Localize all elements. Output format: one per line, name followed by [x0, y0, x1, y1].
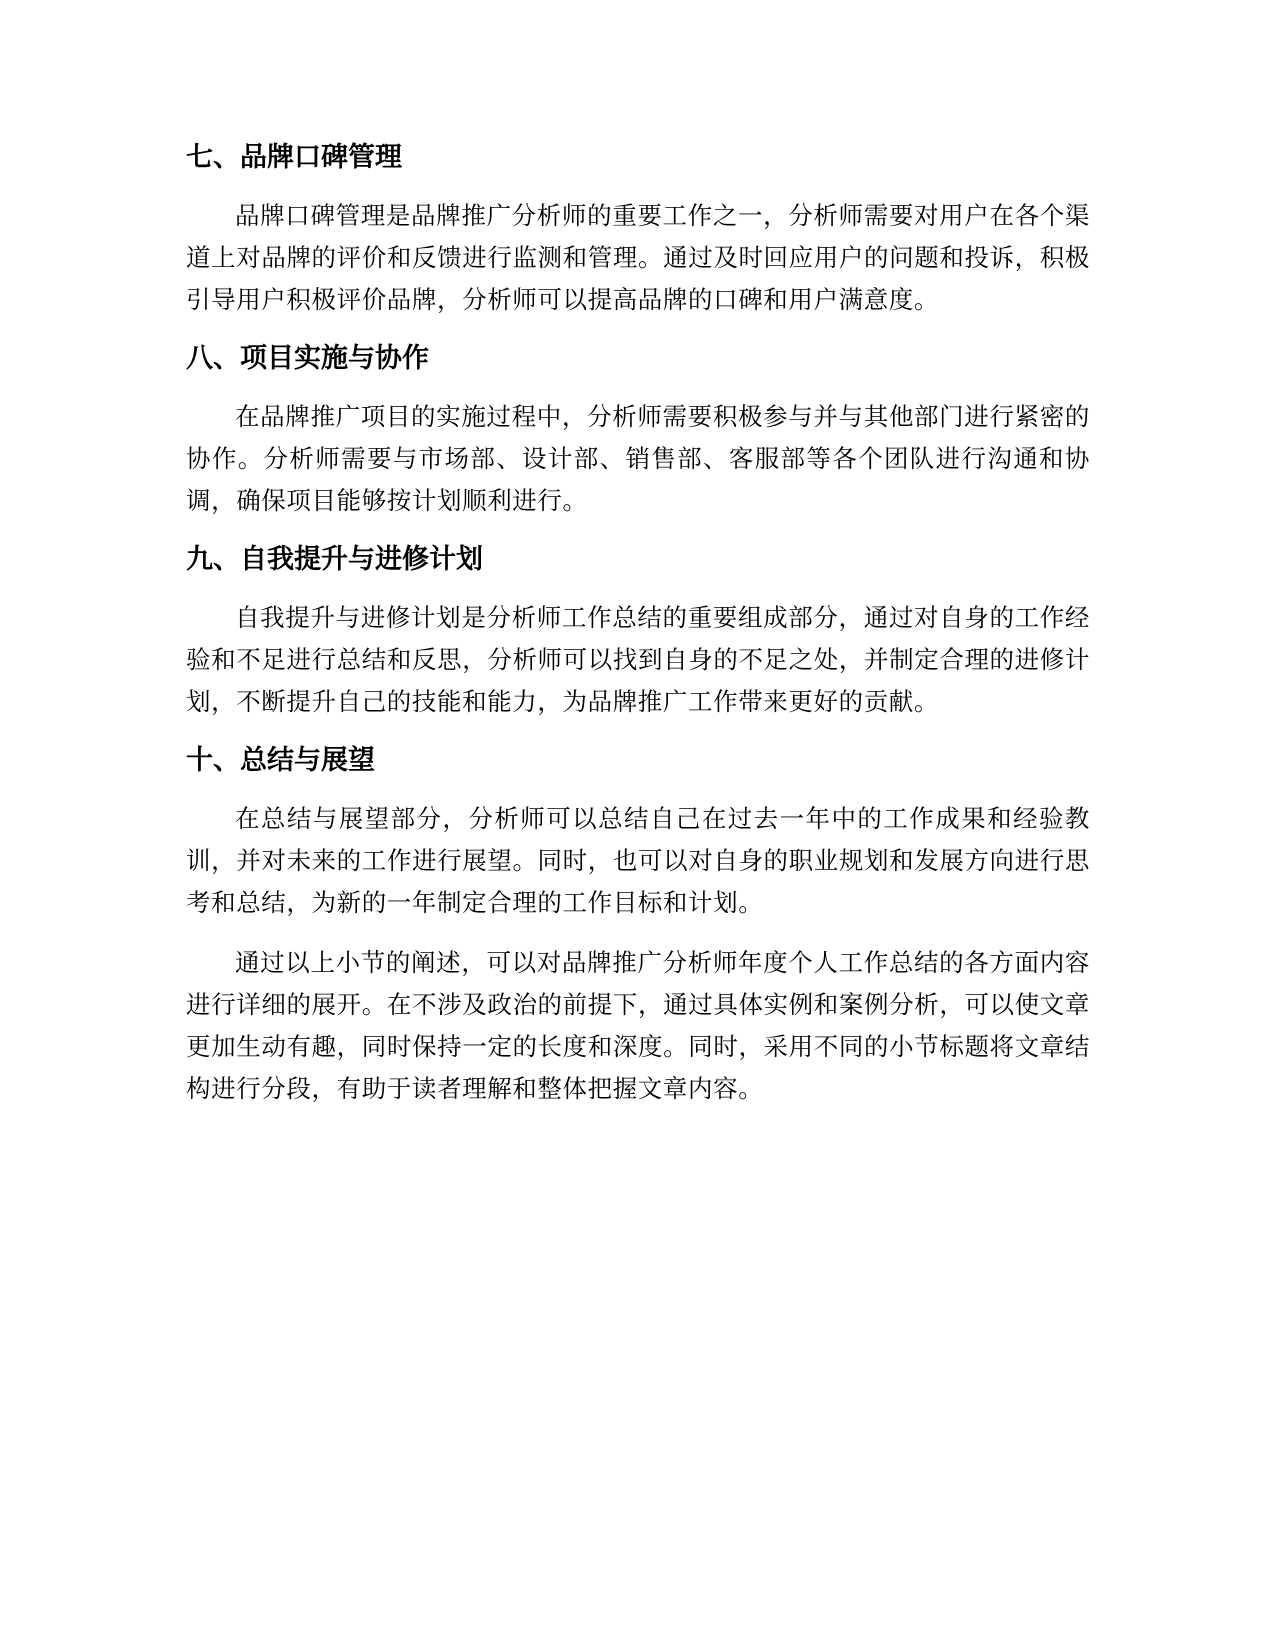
- section-heading-brand-reputation: 七、品牌口碑管理: [186, 142, 402, 173]
- paragraph: 在品牌推广项目的实施过程中，分析师需要积极参与并与其他部门进行紧密的协作。分析师需要与市场部、设计部、销售部、客服部等各个团队进行沟通和协调，确保项目能够按计划顺利进行。: [186, 402, 1090, 515]
- paragraph: 自我提升与进修计划是分析师工作总结的重要组成部分，通过对自身的工作经验和不足进行总结和反思，分析师可以找到自身的不足之处，并制定合理的进修计划，不断提升自己的技能和能力，为品牌推广工作带来更好的贡献。: [186, 603, 1090, 716]
- paragraph: 品牌口碑管理是品牌推广分析师的重要工作之一，分析师需要对用户在各个渠道上对品牌的评价和反馈进行监测和管理。通过及时回应用户的问题和投诉，积极引导用户积极评价品牌，分析师可以提高品牌的口碑和用户满意度。: [186, 201, 1090, 314]
- document-page: [186, 138, 1090, 1110]
- section-heading-summary-outlook: 十、总结与展望: [186, 745, 375, 776]
- section-heading-self-improvement: 九、自我提升与进修计划: [186, 544, 483, 575]
- paragraph: 在总结与展望部分，分析师可以总结自己在过去一年中的工作成果和经验教训，并对未来的工作进行展望。同时，也可以对自身的职业规划和发展方向进行思考和总结，为新的一年制定合理的工作目标和计划。: [186, 804, 1090, 917]
- paragraph: 通过以上小节的阐述，可以对品牌推广分析师年度个人工作总结的各方面内容进行详细的展开。在不涉及政治的前提下，通过具体实例和案例分析，可以使文章更加生动有趣，同时保持一定的长度和深度。同时，采用不同的小节标题将文章结构进行分段，有助于读者理解和整体把握文章内容。: [186, 948, 1090, 1103]
- section-heading-project-collaboration: 八、项目实施与协作: [186, 343, 429, 374]
